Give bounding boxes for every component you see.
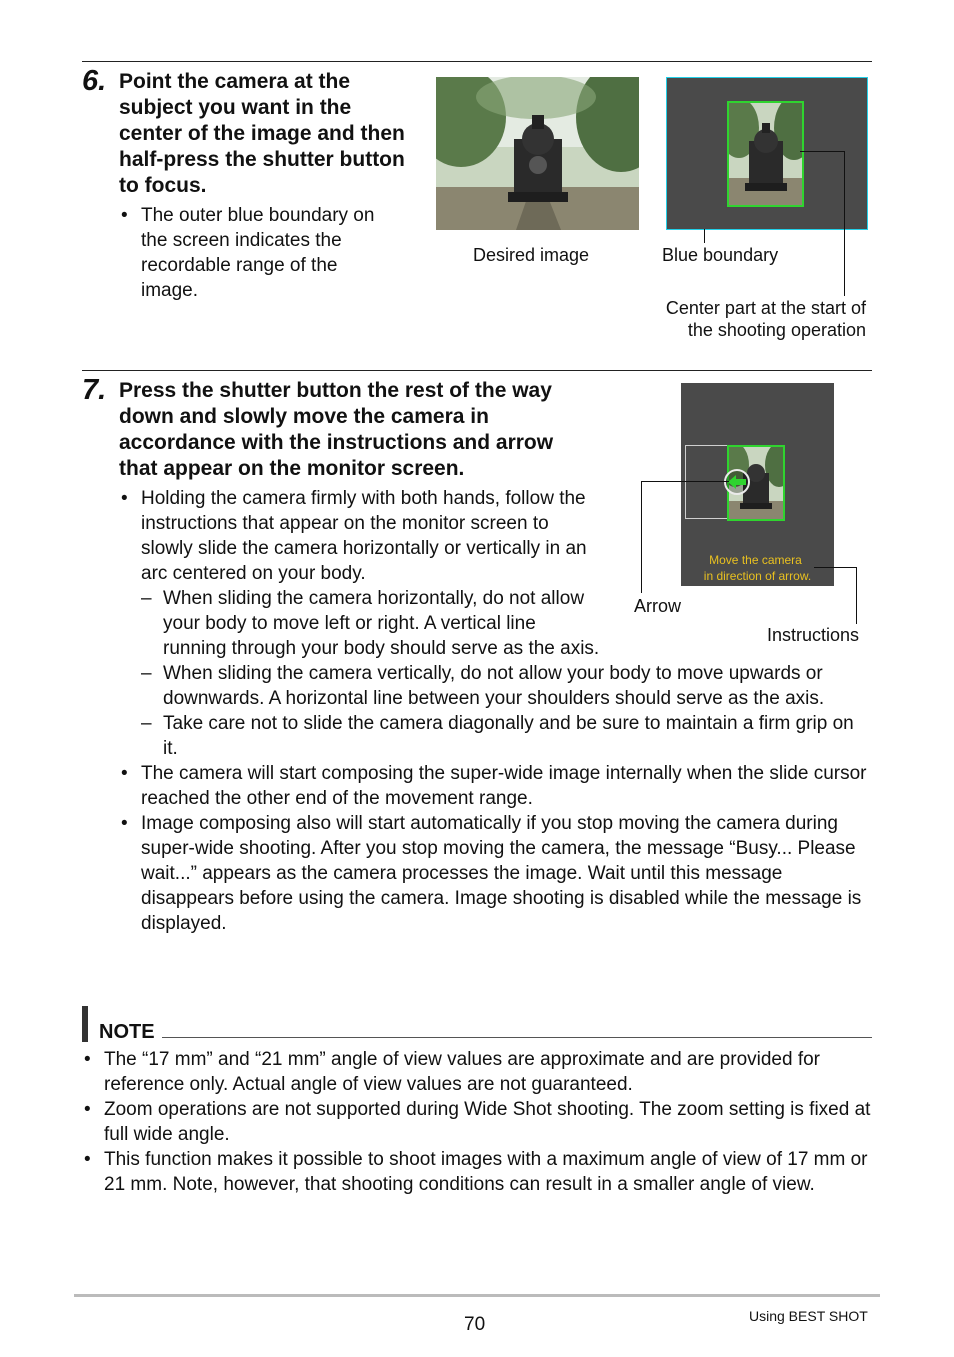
center-part-leader-v: [844, 151, 845, 296]
footer-section-label: Using BEST SHOT: [749, 1308, 868, 1324]
step7-dash-2: – When sliding the camera vertically, do not allow your body to move upwards or downwards. A horizontal line between your shoulders should serve as the axis.: [141, 661, 872, 711]
center-part-caption-2: the shooting operation: [687, 320, 866, 340]
center-part-caption-1: Center part at the start of: [665, 298, 866, 318]
desired-image-caption: Desired image: [473, 245, 590, 265]
page-number: 70: [464, 1314, 486, 1335]
note-list: [82, 1047, 872, 1197]
note-label: NOTE: [99, 1021, 155, 1043]
step7-bullet-2: • The camera will start composing the super-wide image internally when the slide cursor reached the other end of the movement range.: [119, 761, 872, 811]
step7-top-rule: [82, 370, 872, 371]
locomotive-photo-illustration: [436, 77, 639, 230]
step7-bullet-3: • Image composing also will start automatically if you stop moving the camera during super-wide shooting. After you stop moving the camera, the message “Busy... Please wait...” appears as the camera processes the image. Wait until this message disappears before using the camera. Image shooting is disabled while the message is displayed.: [119, 811, 872, 936]
left-arrow-icon: [728, 475, 746, 489]
step7-dash-3: – Take care not to slide the camera diagonally and be sure to maintain a firm grip on it.: [141, 711, 872, 761]
instructions-leader-h: [814, 567, 857, 568]
note-bar-icon: [82, 1006, 88, 1042]
blue-boundary-screen: [666, 77, 868, 230]
center-part-leader-h: [800, 151, 845, 152]
note-item-3: • This function makes it possible to shoot images with a maximum angle of view of 17 mm or 21 mm. Note, however, that shooting conditions can result in a smaller angle of view.: [82, 1147, 872, 1197]
step7-number: 7.: [82, 374, 107, 406]
center-part-frame: [727, 101, 804, 207]
step7-dash-1: – When sliding the camera horizontally, do not allow your body to move left or right. A vertical line running through your body should serve as the axis.: [141, 586, 603, 661]
note-item-2: • Zoom operations are not supported during Wide Shot shooting. The zoom setting is fixed at full wide angle.: [82, 1097, 872, 1147]
step6-bullet-1: • The outer blue boundary on the screen indicates the recordable range of the image.: [119, 203, 394, 303]
note-divider: [162, 1037, 872, 1038]
blue-boundary-caption: Blue boundary: [662, 245, 779, 265]
center-part-photo: [729, 103, 802, 205]
footer-rule: [74, 1294, 880, 1297]
arrow-leader-h: [641, 481, 729, 482]
step6-bullets: [119, 203, 394, 303]
blue-boundary-leader: [704, 229, 705, 243]
step7-bullet-1-text: • Holding the camera firmly with both hands, follow the instructions that appear on the monitor screen to slowly slide the camera horizontally or vertically in an arc centered on your body.: [141, 488, 587, 584]
arrow-icon: [724, 469, 750, 495]
desired-image-photo: [436, 77, 639, 230]
step6-number: 6.: [82, 65, 107, 97]
arrow-leader-v: [641, 481, 642, 593]
instructions-leader-v: [856, 567, 857, 624]
step7-title: Press the shutter button the rest of the way down and slowly move the camera in accordance with the instructions and arrow that appear on the monitor screen.: [119, 379, 554, 480]
note-item-1: • The “17 mm” and “21 mm” angle of view values are approximate and are provided for reference only. Actual angle of view values are not guaranteed.: [82, 1047, 872, 1097]
step7-dashes: [141, 586, 872, 761]
instructions-caption: Instructions: [767, 625, 860, 645]
arrow-caption: Arrow: [634, 596, 682, 616]
step6-top-rule: [82, 61, 872, 62]
screen-instruction-1: Move the camera: [709, 553, 802, 567]
screen-instruction-2: in direction of arrow.: [703, 569, 812, 583]
step6-title: Point the camera at the subject you want in the center of the image and then half-press the shutter button to focus.: [119, 70, 405, 197]
monitor-screen: [681, 383, 834, 586]
